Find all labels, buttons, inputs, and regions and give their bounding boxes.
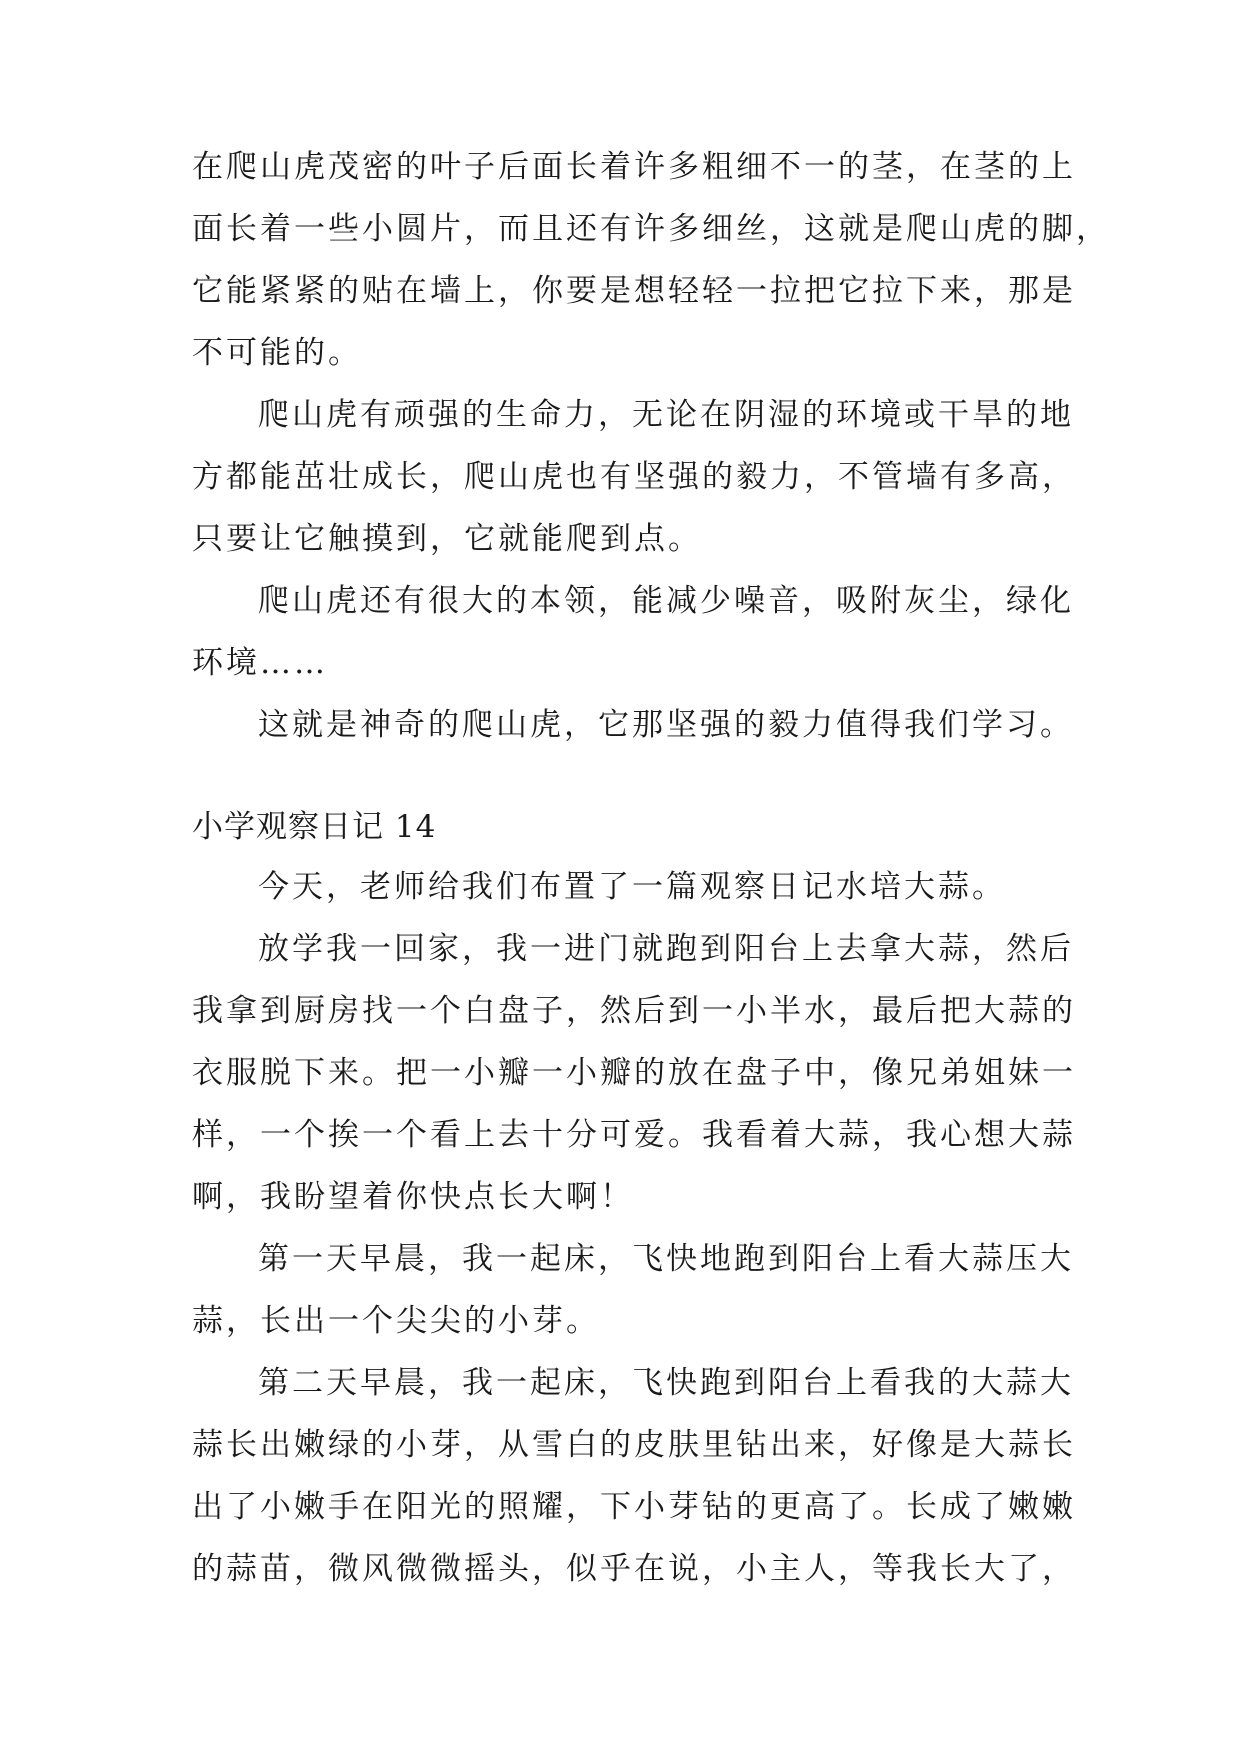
paragraph-line: 蒜，长出一个尖尖的小芽。 <box>192 1303 600 1339</box>
section-title: 小学观察日记 14 <box>192 809 437 845</box>
paragraph-line: 它能紧紧的贴在墙上，你要是想轻轻一拉把它拉下来，那是 <box>192 273 1076 309</box>
paragraph-line: 我拿到厨房找一个白盘子，然后到一小半水，最后把大蒜的 <box>192 993 1076 1029</box>
paragraph-line: 爬山虎有顽强的生命力，无论在阴湿的环境或干旱的地 <box>258 397 1074 433</box>
paragraph-line: 放学我一回家，我一进门就跑到阳台上去拿大蒜，然后 <box>258 931 1074 967</box>
paragraph-line: 蒜长出嫩绿的小芽，从雪白的皮肤里钻出来，好像是大蒜长 <box>192 1427 1076 1463</box>
paragraph-line: 面长着一些小圆片，而且还有许多细丝，这就是爬山虎的脚， <box>192 211 1110 247</box>
paragraph-line: 这就是神奇的爬山虎，它那坚强的毅力值得我们学习。 <box>258 707 1074 743</box>
paragraph-line: 第一天早晨，我一起床，飞快地跑到阳台上看大蒜压大 <box>258 1241 1074 1277</box>
paragraph-line: 方都能茁壮成长，爬山虎也有坚强的毅力，不管墙有多高， <box>192 459 1076 495</box>
paragraph-line: 今天，老师给我们布置了一篇观察日记水培大蒜。 <box>258 869 1006 905</box>
paragraph-line: 样，一个挨一个看上去十分可爱。我看着大蒜，我心想大蒜 <box>192 1117 1076 1153</box>
paragraph-line: 环境…… <box>192 645 328 681</box>
paragraph-line: 第二天早晨，我一起床，飞快跑到阳台上看我的大蒜大 <box>258 1365 1074 1401</box>
paragraph-line: 出了小嫩手在阳光的照耀，下小芽钻的更高了。长成了嫩嫩 <box>192 1489 1076 1525</box>
paragraph-line: 在爬山虎茂密的叶子后面长着许多粗细不一的茎，在茎的上 <box>192 149 1076 185</box>
paragraph-line: 爬山虎还有很大的本领，能减少噪音，吸附灰尘，绿化 <box>258 583 1074 619</box>
paragraph-line: 啊，我盼望着你快点长大啊！ <box>192 1179 634 1215</box>
paragraph-line: 只要让它触摸到，它就能爬到点。 <box>192 521 702 557</box>
paragraph-line: 不可能的。 <box>192 335 362 371</box>
paragraph-line: 的蒜苗，微风微微摇头，似乎在说，小主人，等我长大了， <box>192 1551 1076 1587</box>
paragraph-line: 衣服脱下来。把一小瓣一小瓣的放在盘子中，像兄弟姐妹一 <box>192 1055 1076 1091</box>
